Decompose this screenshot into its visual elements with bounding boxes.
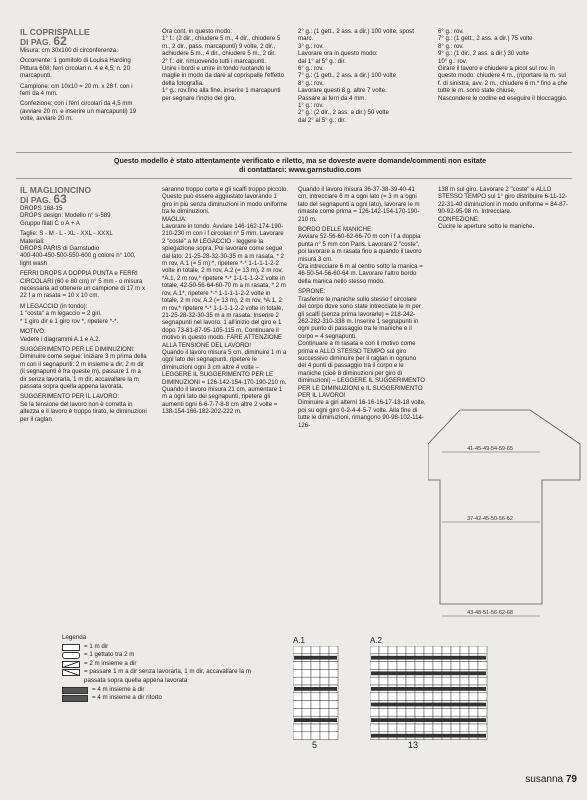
k4tog-symbol-icon bbox=[62, 687, 88, 694]
chart-decrease-mark bbox=[294, 718, 337, 722]
legend-item: = passare 1 m a dir senza lavorarla, 1 m dir, accavallare la m passata sopra quella appena lavorata bbox=[62, 668, 254, 685]
chart-cell bbox=[370, 693, 379, 701]
section1-col2-text: Ora cont. in questo modo: 1° f.: (2 dir., chiudere 5 m., 4 dir., chiudere 5 m., 2 dir., pass. marcapunti) 9 volte, 2 dir., achiudere 5 m., 4 dir., chiudere 5 m., 2 dir. 2° f.: dir. rimuovendo tutti i marcapunti. Unire i bordi e unire in tondo ruotando le maglie in modo da dare al coprispalle l'effetto della fotografia. 1° g.: rov.fino alla fine, inserire 1 marcapunti per segnare l'inizio del giro. bbox=[162, 28, 284, 102]
chart-cell bbox=[442, 708, 451, 716]
chart-cell bbox=[397, 662, 406, 670]
chart-cell bbox=[311, 732, 320, 740]
section2-title: IL MAGLIONCINO DI PAG. 63 bbox=[20, 185, 92, 206]
legend-item: = 1 m dir bbox=[62, 643, 254, 652]
chart-cell bbox=[478, 646, 487, 654]
chart-cell bbox=[460, 662, 469, 670]
chart-cell bbox=[424, 646, 433, 654]
chart-cell bbox=[302, 724, 311, 732]
chart-cell bbox=[424, 693, 433, 701]
section1-campione: Campione: cm 10x10 = 20 m. x 28 f. con i ferri da 4 mm. bbox=[20, 82, 135, 98]
chart-cell bbox=[320, 708, 329, 716]
legend-item: = 2 m insieme a dir bbox=[62, 660, 254, 669]
chart-cell bbox=[379, 708, 388, 716]
chart-cell bbox=[329, 701, 338, 709]
chart-cell bbox=[451, 724, 460, 732]
chart-cell bbox=[293, 669, 302, 677]
section2-bordo-maniche: BORDO DELLE MANICHE: Avviare 52-56-60-62-66-70 m con i f a doppia punta n° 5 mm con Paris. Lavorare 2 "coste", poi lavorare a m rasata fino a quando il lavoro misura 3 cm. Ora intrecciare 6 m al centro sotto la manica = 46-50-54-56-60-64 m. Lavorare l'altro bordo della manica nello stesso modo. bbox=[298, 226, 423, 285]
chart-cell bbox=[370, 677, 379, 685]
section2-col1 bbox=[20, 186, 148, 426]
skpo-symbol-icon bbox=[62, 669, 80, 676]
chart-cell bbox=[320, 693, 329, 701]
chart-cell bbox=[293, 732, 302, 740]
chart-cell bbox=[469, 662, 478, 670]
chart-cell bbox=[469, 724, 478, 732]
section1-col3-text: 2° g.: (1 gett., 2 ass. a dir.) 100 volte, spost marc. 3° g.: rov. Lavorare ora in questo modo: dal 1° al 5° g.: dir. 6° g.: rov. 7° g.: (1 gett., 2 ass. a dir.) 100 volte 8° g.: rov. Lavorare questi 8 g. altre 7 volte. Passare ai ferri da 4 mm. 1° g.: rov. 2° g.: (2 dir., 2 ass. a dir.) 50 volte dal 2° al 5° g.: dir. bbox=[298, 28, 414, 124]
section2-motivo: MOTIVO: Vedere i diagrammi A.1 e A.2. bbox=[20, 328, 101, 343]
chart-cell bbox=[442, 724, 451, 732]
k4tog-tbl-symbol-icon bbox=[62, 695, 88, 702]
chart-cell bbox=[433, 708, 442, 716]
chart-cell bbox=[397, 677, 406, 685]
legend bbox=[62, 634, 254, 703]
chart-cell bbox=[478, 662, 487, 670]
section2-col4 bbox=[438, 186, 568, 233]
section2-sprone: SPRONE: Trasferire le maniche sullo stesso f circolare del corpo dove sono state intrecciate le m per gli scalfi (senza prima lavorarle) = 218-242-262-282-310-338 m. Inserire 1 segnapunti in ogni punto di passaggio tra le maniche e il corpo = 4 segnapunti. Continuare a m rasata e con il motivo come prima e ALLO STESSO TEMPO sul giro successivo diminuire per il raglan in ognuno dei 4 punti di passaggio tra il corpo e le maniche (cioè 8 diminuzioni per giro di diminuzioni) – LEGGERE IL SUGGERIMENTO PER LE DIMINUZIONI e IL SUGGERIMENTO PER IL LAVORO! Diminuire a giri alterni 16-16-16-17-18-18 volte, poi su ogni giro 0-2-4-4-5-7 volte. Alla fine di tutte le diminuzioni, rimangono 90-98-102-114-126- bbox=[298, 288, 426, 429]
chart-cell bbox=[415, 724, 424, 732]
chart-cell bbox=[379, 724, 388, 732]
chart-cell bbox=[302, 662, 311, 670]
chart-cell bbox=[415, 693, 424, 701]
chart-cell bbox=[320, 701, 329, 709]
section2-lavoro: SUGGERIMENTO PER IL LAVORO: Se la tensione del lavoro non è corretta in altezza e il lavoro è troppo tirato, le diminuzioni per il raglan bbox=[20, 393, 147, 423]
chart-a1-width: 5 bbox=[312, 740, 318, 750]
chart-cell bbox=[424, 708, 433, 716]
chart-cell bbox=[388, 677, 397, 685]
banner-line2: di contattarci: www.garnstudio.com bbox=[239, 165, 361, 174]
section2-col3-p1: Quando il lavoro misura 36-37-38-39-40-41 cm, intrecciare 6 m a ogni lato (= 3 m a ogni lato del segnapunti a ogni lato), lavorare le m rimaste come prima = 126-142-154-170-190-210 m. bbox=[298, 186, 422, 223]
chart-a2-label: A.2 bbox=[370, 636, 383, 645]
chart-cell bbox=[397, 693, 406, 701]
chart-cell bbox=[329, 708, 338, 716]
banner-line1: Questo modello è stato attentamente verificato e riletto, ma se doveste avere domande/commenti non esitate bbox=[113, 156, 487, 165]
chart-cell bbox=[433, 724, 442, 732]
chart-cell bbox=[406, 662, 415, 670]
chart-cell bbox=[302, 669, 311, 677]
section1-col4-text: 6° g.: rov. 7° g.: (1 gett., 2 ass. a dir.) 75 volte 8° g.: rov. 9° g.: (1 dir., 2 ass. a dir.) 30 volte 10° g.: rov. Girare il lavoro e chiudere a picot sul rov. in questo modo: chiudere 4 m., (riportare la m. sul f. di sinistra, avv. 2 m., chiudere 6 m.* fino a che tutte le m. sono state chiuse. Nascondere le codine ed eseguire il bloccaggio. bbox=[438, 28, 568, 102]
chart-decrease-mark bbox=[371, 734, 486, 738]
chart-cell bbox=[320, 646, 329, 654]
chart-cell bbox=[478, 708, 487, 716]
chart-cell bbox=[424, 724, 433, 732]
yarn-over-symbol-icon bbox=[62, 652, 80, 659]
schematic-mid-measure: 37-42-45-50-56-62 bbox=[467, 516, 513, 522]
section1-confezione: Confezione: con i ferri circolari da 4,5 mm (avviare 20 m. e inserire un marcapunti) 19 volte, avviare 20 m. bbox=[20, 100, 138, 123]
chart-cell bbox=[329, 677, 338, 685]
chart-cell bbox=[460, 693, 469, 701]
chart-cell bbox=[433, 677, 442, 685]
chart-cell bbox=[329, 732, 338, 740]
legend-title: Legenda bbox=[62, 634, 87, 641]
chart-cell bbox=[329, 669, 338, 677]
section2-legaccio: M LEGACCIO (in tondo): 1 "costa" a m legaccio = 2 giri. * 1 giro dir e 1 giro rov *, ripetere *-*. bbox=[20, 302, 119, 325]
chart-cell bbox=[388, 724, 397, 732]
chart-cell bbox=[311, 662, 320, 670]
chart-cell bbox=[379, 646, 388, 654]
chart-cell bbox=[293, 693, 302, 701]
chart-cell bbox=[388, 662, 397, 670]
chart-cell bbox=[311, 701, 320, 709]
legend-item: = 4 m insieme a dir bbox=[62, 686, 254, 695]
legend-item: = 4 m insieme a dir ritorto bbox=[62, 694, 254, 703]
chart-cell bbox=[397, 724, 406, 732]
chart-cell bbox=[451, 662, 460, 670]
chart-cell bbox=[478, 693, 487, 701]
chart-a1 bbox=[293, 646, 343, 742]
chart-cell bbox=[320, 662, 329, 670]
divider-bottom bbox=[16, 178, 572, 179]
chart-decrease-mark bbox=[371, 656, 486, 660]
section2-col3 bbox=[298, 186, 426, 432]
chart-cell bbox=[451, 677, 460, 685]
chart-cell bbox=[293, 662, 302, 670]
chart-decrease-mark bbox=[371, 703, 486, 707]
chart-cell bbox=[424, 662, 433, 670]
chart-cell bbox=[460, 646, 469, 654]
chart-cell bbox=[433, 662, 442, 670]
chart-cell bbox=[415, 646, 424, 654]
chart-cell bbox=[293, 701, 302, 709]
section1-occorrente: Occorrente: 1 gomitolo di Louisa Harding Pittura 608; ferri circolari n. 4 e 4,5; n. 20 marcapunti. bbox=[20, 57, 133, 80]
chart-cell bbox=[293, 646, 302, 654]
chart-cell bbox=[302, 732, 311, 740]
chart-cell bbox=[406, 724, 415, 732]
verification-banner bbox=[90, 156, 510, 174]
legend-item: = 1 gettato tra 2 m bbox=[62, 651, 254, 660]
chart-cell bbox=[388, 646, 397, 654]
chart-cell bbox=[293, 677, 302, 685]
section1-col2 bbox=[162, 28, 284, 105]
chart-cell bbox=[397, 646, 406, 654]
section2-drops: DROPS 168-15 DROPS design: Modello n° s-589 Gruppo filati C o A + A bbox=[20, 205, 111, 227]
chart-cell bbox=[311, 646, 320, 654]
chart-cell bbox=[370, 646, 379, 654]
chart-cell bbox=[469, 708, 478, 716]
schematic-bottom-measure: 43-48-51-56-62-68 bbox=[467, 610, 513, 616]
chart-cell bbox=[388, 693, 397, 701]
chart-cell bbox=[442, 662, 451, 670]
chart-cell bbox=[379, 677, 388, 685]
chart-cell bbox=[311, 677, 320, 685]
chart-cell bbox=[370, 662, 379, 670]
chart-cell bbox=[442, 677, 451, 685]
schematic-top-measure: 41-45-49-54-59-65 bbox=[467, 446, 513, 452]
chart-cell bbox=[320, 669, 329, 677]
chart-cell bbox=[451, 708, 460, 716]
chart-cell bbox=[329, 646, 338, 654]
section1-col4 bbox=[438, 28, 568, 105]
chart-cell bbox=[460, 724, 469, 732]
chart-cell bbox=[302, 693, 311, 701]
chart-cell bbox=[293, 724, 302, 732]
sweater-schematic bbox=[428, 404, 584, 626]
section1-misura: Misura: cm 30x100 di circonferenza. bbox=[20, 47, 118, 54]
chart-decrease-mark bbox=[371, 718, 486, 722]
chart-cell bbox=[415, 677, 424, 685]
chart-cell bbox=[302, 646, 311, 654]
chart-cell bbox=[379, 662, 388, 670]
chart-decrease-mark bbox=[371, 671, 486, 675]
section2-taglie: Taglie: S - M - L - XL - XXL - XXXL Materiali: DROPS PARIS di Garnstudio 400-400-450-500-550-600 g colore n° 100, light wash bbox=[20, 230, 136, 267]
chart-cell bbox=[451, 646, 460, 654]
section2-col4-text: 138 m sul giro. Lavorare 2 "coste" e ALLO STESSO TEMPO sul 1° giro distribuire 6-11-12-22-31-40 diminuzioni in modo uniforme = 84-87-90-92-95-98 m. Intrecciare. CONFEZIONE: Cucire le aperture sotto le maniche. bbox=[438, 186, 568, 231]
chart-cell bbox=[320, 732, 329, 740]
chart-cell bbox=[370, 724, 379, 732]
chart-cell bbox=[388, 708, 397, 716]
chart-cell bbox=[478, 724, 487, 732]
chart-cell bbox=[329, 662, 338, 670]
chart-a2-width: 13 bbox=[408, 740, 419, 750]
chart-cell bbox=[311, 669, 320, 677]
chart-cell bbox=[302, 701, 311, 709]
chart-cell bbox=[311, 693, 320, 701]
chart-cell bbox=[433, 693, 442, 701]
chart-cell bbox=[469, 646, 478, 654]
chart-cell bbox=[302, 708, 311, 716]
chart-cell bbox=[451, 693, 460, 701]
chart-cell bbox=[329, 693, 338, 701]
chart-cell bbox=[433, 646, 442, 654]
chart-cell bbox=[442, 646, 451, 654]
section2-ferri: FERRI DROPS A DOPPIA PUNTA e FERRI CIRCOLARI (60 e 80 cm) n° 5 mm - o misura necessaria ad ottenere un campione di 17 m x 22 f a m rasata = 10 x 10 cm. bbox=[20, 270, 147, 300]
chart-cell bbox=[379, 693, 388, 701]
chart-cell bbox=[442, 693, 451, 701]
k2tog-symbol-icon bbox=[62, 661, 80, 668]
divider-top bbox=[16, 152, 572, 153]
chart-cell bbox=[406, 708, 415, 716]
section1-col1 bbox=[20, 28, 138, 126]
chart-cell bbox=[320, 724, 329, 732]
chart-cell bbox=[293, 708, 302, 716]
brand-name: susanna bbox=[525, 774, 564, 785]
chart-cell bbox=[478, 677, 487, 685]
chart-decrease-mark bbox=[294, 687, 337, 691]
section1-col3 bbox=[298, 28, 430, 127]
chart-cell bbox=[311, 724, 320, 732]
chart-cell bbox=[302, 677, 311, 685]
chart-cell bbox=[406, 646, 415, 654]
page-number: 79 bbox=[565, 774, 577, 785]
chart-cell bbox=[406, 677, 415, 685]
chart-cell bbox=[469, 677, 478, 685]
chart-a2 bbox=[370, 646, 490, 742]
knit-symbol-icon bbox=[62, 644, 80, 651]
chart-cell bbox=[397, 708, 406, 716]
chart-a1-label: A.1 bbox=[293, 636, 306, 645]
section2-diminuzioni: SUGGERIMENTO PER LE DIMINUZIONI: Diminuire come segue: iniziare 3 m prima della m con il segnapunti: 2 m insieme a dir, 2 m dir (il segnapunti è fra queste m), passare 1 m a dir senza lavorarla, 1 m dir, accavallare la m passata sopra quella appena lavorata. bbox=[20, 345, 147, 390]
section2-col2-text: saranno troppo corte e gli scalfi troppo piccolo. Questo può essere aggiustato lavorando 1 giro in più senza diminuzioni in modo uniforme tra le diminuzioni. MAGLIA: Lavorare in tondo. Avviare 146-162-174-190-210-230 m con i f circolari n° 5 mm. Lavorare 2 "coste" a M LEGACCIO - leggere la spiegazione sopra. Poi lavorare come segue dal lato: 21-25-28-32-30-35 m a m rasata, * 2 m rov, A.1 (= 5 m) *, ripetere *-* 1-1-1-1-2-2 volte in totale, 2 m rov, A.2 (= 13 m), 2 m rov, *A.1, 2 m rov,* ripetere *-* 1-1-1-1-2-2 volte in totale, 42-50-56-64-60-70 m a m rasata, * 2 m rov, A.1*, ripetere *-* 1-1-1-1-2-2 volte in totale, 2 m rov, A.2 (= 13 m), 2 m rov, *A.1, 2 m rov,* ripetere *-* 1-1-1-1-2-2 volte in totale, 21-25-28-32-30-35 m a m rasata. Inserire 2 segnapunti nel lavoro: 1 all'inizio del giro e 1 dopo 73-81-87-95-105-115 m. Continuare il motivo in questo modo. FARE ATTENZIONE ALLA TENSIONE DEL LAVORO! Quando il lavoro misura 5 cm, diminuire 1 m a ogni lato dei segnapunti, ripetere le diminuzioni ogni 3 cm altre 4 volte – LEGGERE IL SUGGERIMENTO PER LE DIMINUZIONI = 126-142-154-170-190-210 m. Quando il lavoro misura 21 cm, aumentare 1 m a ogni lato dei segnapunti, ripetere gli aumenti ogni 6-6-7-7-8-8 cm altre 2 volte = 138-154-166-182-202-222 m. bbox=[162, 186, 289, 416]
section1-title: IL COPRISPALLE DI PAG. 62 bbox=[20, 27, 90, 48]
chart-cell bbox=[469, 693, 478, 701]
chart-decrease-mark bbox=[294, 656, 337, 660]
page-footer bbox=[525, 774, 577, 785]
chart-cell bbox=[415, 708, 424, 716]
chart-cell bbox=[406, 693, 415, 701]
chart-cell bbox=[460, 708, 469, 716]
section2-col2 bbox=[162, 186, 288, 419]
chart-cell bbox=[415, 662, 424, 670]
chart-cell bbox=[311, 708, 320, 716]
chart-cell bbox=[370, 708, 379, 716]
chart-cell bbox=[424, 677, 433, 685]
chart-cell bbox=[320, 677, 329, 685]
chart-cell bbox=[329, 724, 338, 732]
chart-cell bbox=[460, 677, 469, 685]
chart-decrease-mark bbox=[371, 687, 486, 691]
